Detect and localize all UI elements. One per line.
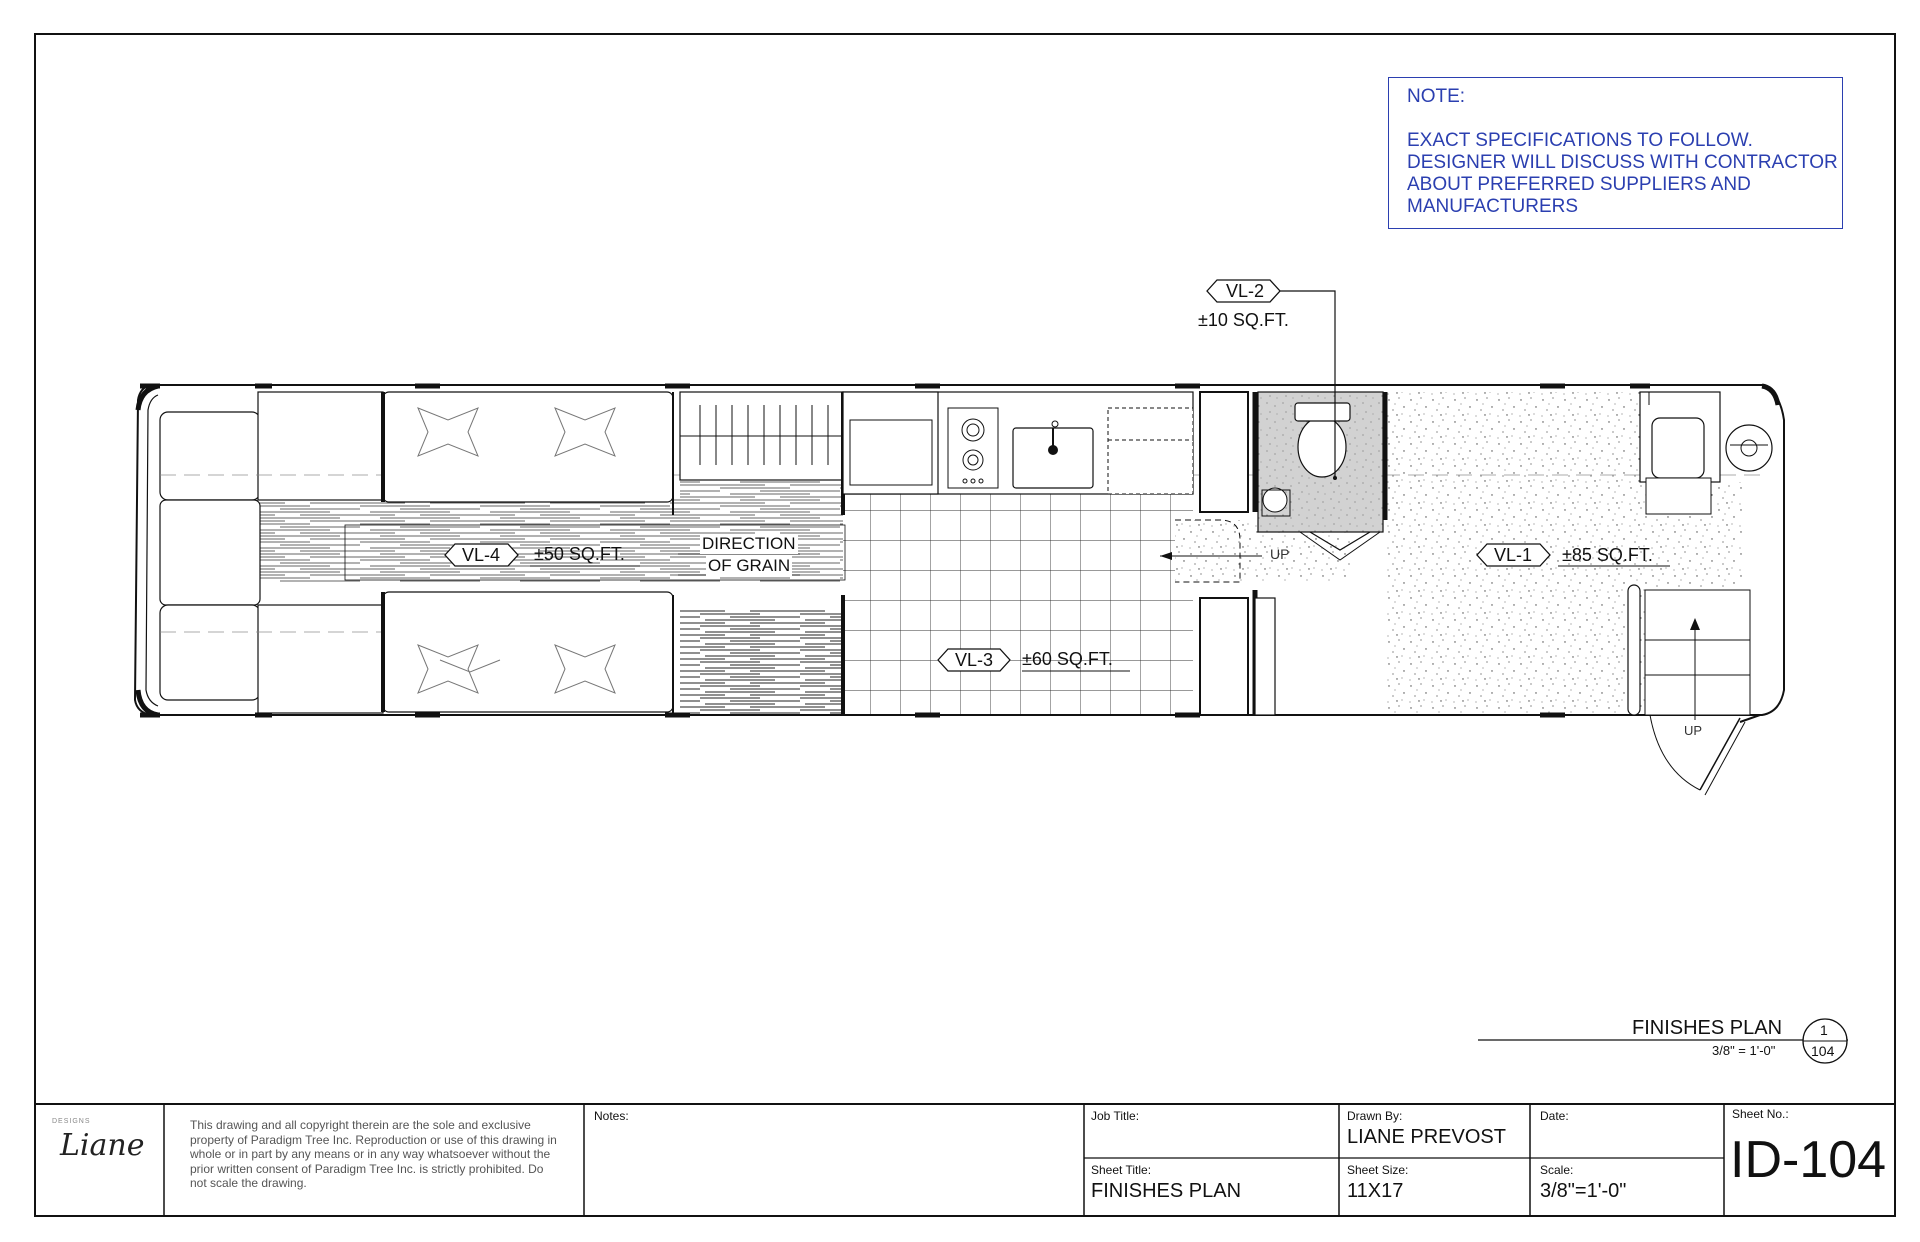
sheet-size-label: Sheet Size: bbox=[1347, 1163, 1409, 1177]
note-line-3: ABOUT PREFERRED SUPPLIERS AND bbox=[1407, 174, 1751, 195]
drawn-by-label: Drawn By: bbox=[1347, 1109, 1403, 1123]
tag-vl3-label: VL-3 bbox=[955, 650, 994, 670]
job-title-label: Job Title: bbox=[1091, 1109, 1140, 1123]
detail-number: 1 bbox=[1820, 1022, 1828, 1038]
tag-vl1-area: ±85 SQ.FT. bbox=[1562, 545, 1653, 565]
grain-label-2: OF GRAIN bbox=[708, 556, 791, 575]
sheet-no-label: Sheet No.: bbox=[1732, 1107, 1789, 1121]
specification-note bbox=[1388, 77, 1843, 229]
logo-small-text: DESIGNS bbox=[52, 1118, 91, 1125]
cooktop bbox=[948, 408, 998, 488]
sheet-title-value: FINISHES PLAN bbox=[1091, 1180, 1242, 1202]
note-line-4: MANUFACTURERS bbox=[1407, 196, 1579, 217]
date-label: Date: bbox=[1540, 1109, 1569, 1123]
plan-scale: 3/8" = 1'-0" bbox=[1712, 1043, 1776, 1058]
notes-label: Notes: bbox=[594, 1109, 629, 1123]
steering-wheel bbox=[1726, 425, 1772, 471]
plan-title: FINISHES PLAN bbox=[1632, 1017, 1783, 1039]
tag-vl2-label: VL-2 bbox=[1226, 281, 1265, 301]
detail-sheet: 104 bbox=[1811, 1043, 1835, 1059]
sheet-no-value: ID-104 bbox=[1730, 1131, 1887, 1189]
tag-vl4-label: VL-4 bbox=[462, 545, 501, 565]
grain-label-1: DIRECTION bbox=[702, 534, 796, 553]
copyright-notice: This drawing and all copyright therein are the sole and exclusive property of Paradigm Tree Inc. Reproduction or use of this drawing in whole or in part by any means or in any way whatsoever without the prior written consent of Paradigm Tree Inc. is strictly prohibited. Do not scale the drawing. bbox=[190, 1118, 557, 1190]
vl3-tile-floor bbox=[843, 490, 1193, 715]
scale-label: Scale: bbox=[1540, 1163, 1574, 1177]
up-label-hall: UP bbox=[1270, 546, 1290, 562]
drawn-by-value: LIANE PREVOST bbox=[1347, 1126, 1506, 1148]
up-label-door: UP bbox=[1684, 723, 1703, 738]
scale-value: 3/8"=1'-0" bbox=[1540, 1180, 1627, 1202]
tag-vl3-area: ±60 SQ.FT. bbox=[1022, 649, 1113, 669]
note-line-2: DESIGNER WILL DISCUSS WITH CONTRACTOR bbox=[1407, 152, 1838, 173]
note-heading: NOTE: bbox=[1407, 86, 1466, 107]
tag-vl2-area: ±10 SQ.FT. bbox=[1198, 310, 1289, 330]
toilet bbox=[1298, 417, 1346, 477]
bed-lower bbox=[383, 592, 673, 712]
tag-vl4-area: ±50 SQ.FT. bbox=[534, 544, 625, 564]
logo-script: Liane bbox=[60, 1128, 145, 1163]
note-line-1: EXACT SPECIFICATIONS TO FOLLOW. bbox=[1407, 130, 1753, 151]
tag-vl1-label: VL-1 bbox=[1494, 545, 1533, 565]
sheet-size-value: 11X17 bbox=[1347, 1180, 1404, 1202]
sheet-title-label: Sheet Title: bbox=[1091, 1163, 1152, 1177]
bed-upper bbox=[383, 392, 673, 502]
